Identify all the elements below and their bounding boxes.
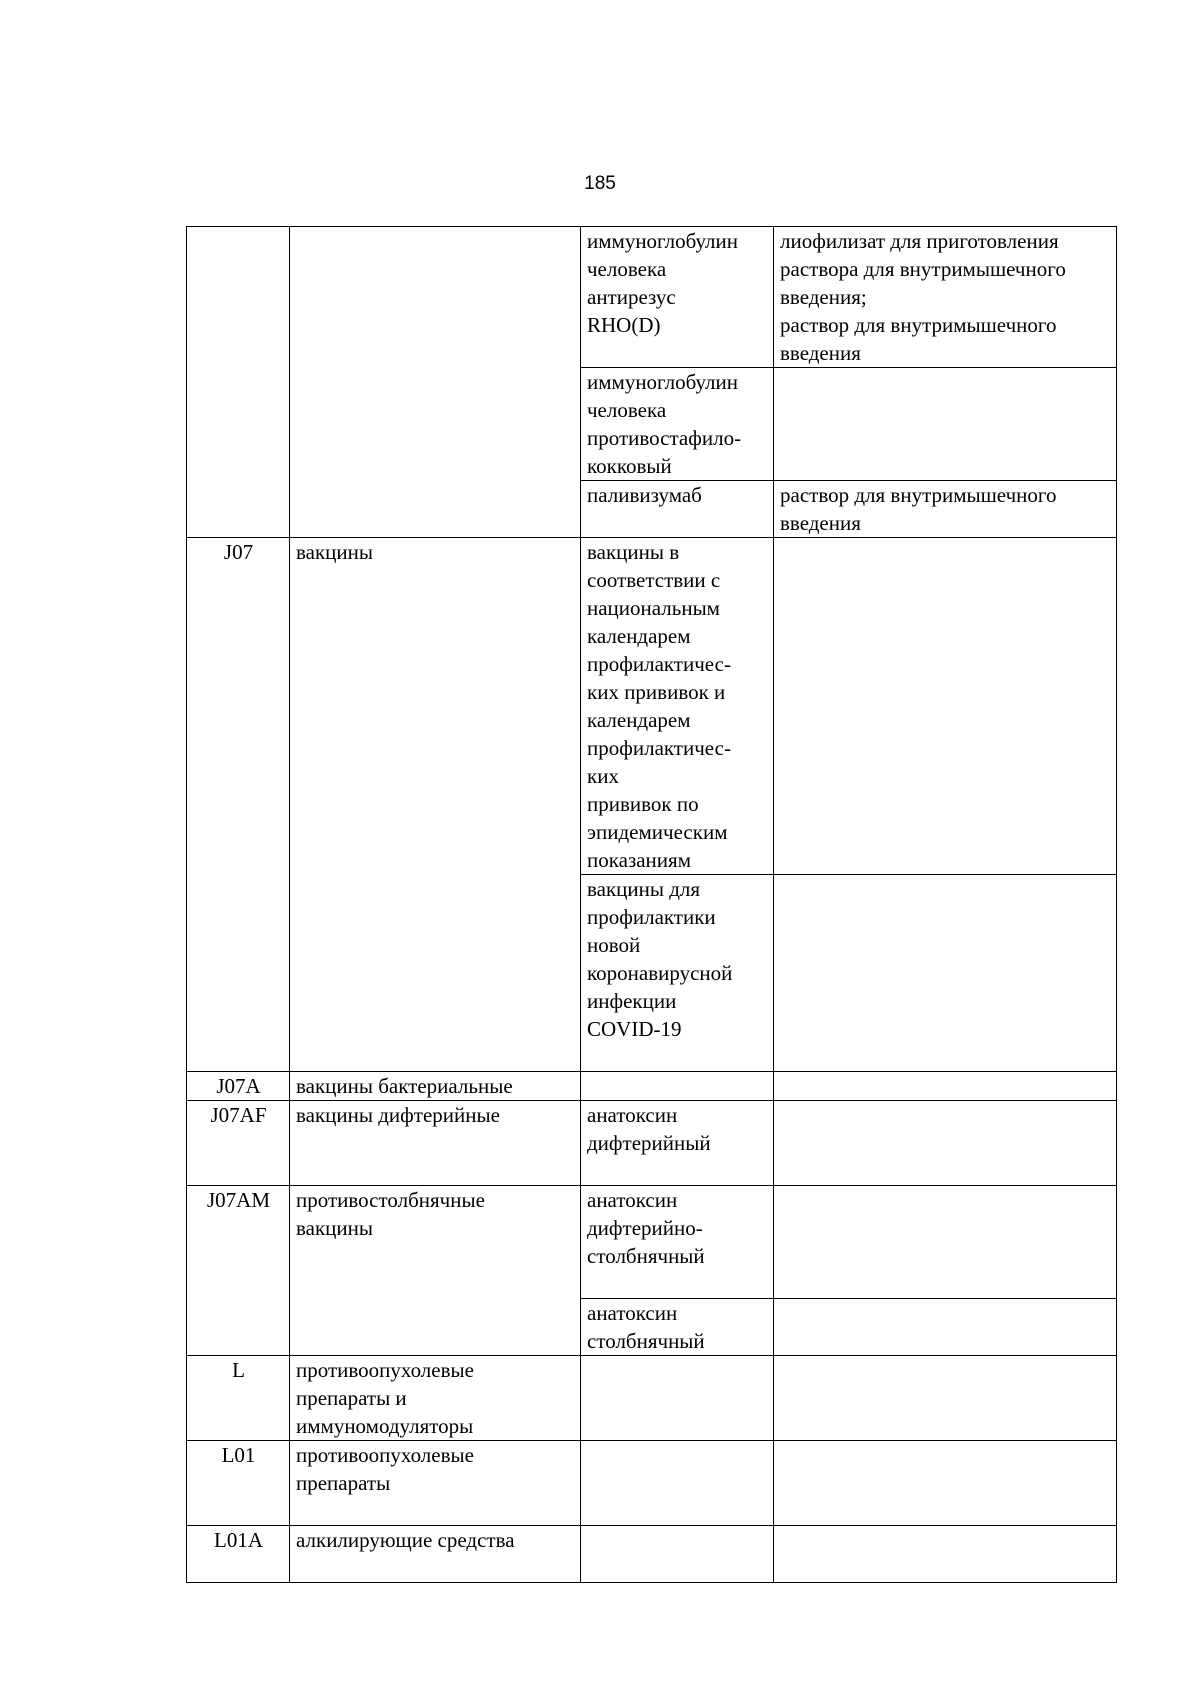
group-name-cell: противостолбнячные вакцины xyxy=(290,1186,581,1356)
drug-name-cell xyxy=(581,1072,774,1101)
atc-code-cell: J07AM xyxy=(187,1186,290,1356)
table-row xyxy=(187,1186,1117,1299)
drug-name-cell xyxy=(581,1356,774,1441)
atc-code-cell: L xyxy=(187,1356,290,1441)
atc-code-cell xyxy=(187,227,290,538)
dosage-form-cell xyxy=(774,1101,1117,1186)
page-number: 185 xyxy=(584,173,616,194)
atc-code-cell: J07A xyxy=(187,1072,290,1101)
drug-name-cell: вакцины для профилактики новой коронавирусной инфекции COVID-19 xyxy=(581,875,774,1072)
atc-code-cell: J07 xyxy=(187,538,290,1072)
dosage-form-cell: раствор для внутримышечного введения xyxy=(774,481,1117,538)
atc-code-cell: L01 xyxy=(187,1441,290,1526)
table-row xyxy=(187,1101,1117,1186)
drug-classification-table xyxy=(186,226,1117,1583)
drug-name-cell: паливизумаб xyxy=(581,481,774,538)
table-row xyxy=(187,1526,1117,1583)
group-name-cell: противоопухолевые препараты и иммуномодуляторы xyxy=(290,1356,581,1441)
dosage-form-cell xyxy=(774,1356,1117,1441)
dosage-form-cell xyxy=(774,368,1117,481)
dosage-form-cell xyxy=(774,1072,1117,1101)
drug-name-cell xyxy=(581,1441,774,1526)
drug-name-cell xyxy=(581,1526,774,1583)
dosage-form-cell xyxy=(774,1526,1117,1583)
dosage-form-cell xyxy=(774,1299,1117,1356)
atc-code-cell: J07AF xyxy=(187,1101,290,1186)
dosage-form-cell xyxy=(774,538,1117,875)
group-name-cell: вакцины xyxy=(290,538,581,1072)
table-row xyxy=(187,1356,1117,1441)
table-row xyxy=(187,227,1117,368)
dosage-form-cell xyxy=(774,1441,1117,1526)
dosage-form-cell xyxy=(774,1186,1117,1299)
drug-name-cell: вакцины в соответствии с национальным календарем профилактичес- ких прививок и календарем профилактичес- ких прививок по эпидемическим показаниям xyxy=(581,538,774,875)
dosage-form-cell: лиофилизат для приготовления раствора для внутримышечного введения; раствор для внутримышечного введения xyxy=(774,227,1117,368)
group-name-cell: вакцины бактериальные xyxy=(290,1072,581,1101)
table-row xyxy=(187,538,1117,875)
drug-name-cell: анатоксин дифтерийный xyxy=(581,1101,774,1186)
group-name-cell: вакцины дифтерийные xyxy=(290,1101,581,1186)
group-name-cell: противоопухолевые препараты xyxy=(290,1441,581,1526)
group-name-cell: алкилирующие средства xyxy=(290,1526,581,1583)
drug-name-cell: анатоксин дифтерийно- столбнячный xyxy=(581,1186,774,1299)
dosage-form-cell xyxy=(774,875,1117,1072)
atc-code-cell: L01A xyxy=(187,1526,290,1583)
drug-name-cell: иммуноглобулин человека антирезус RHO(D) xyxy=(581,227,774,368)
group-name-cell xyxy=(290,227,581,538)
drug-name-cell: анатоксин столбнячный xyxy=(581,1299,774,1356)
table-row xyxy=(187,1441,1117,1526)
table-row xyxy=(187,1072,1117,1101)
drug-name-cell: иммуноглобулин человека противостафило- кокковый xyxy=(581,368,774,481)
